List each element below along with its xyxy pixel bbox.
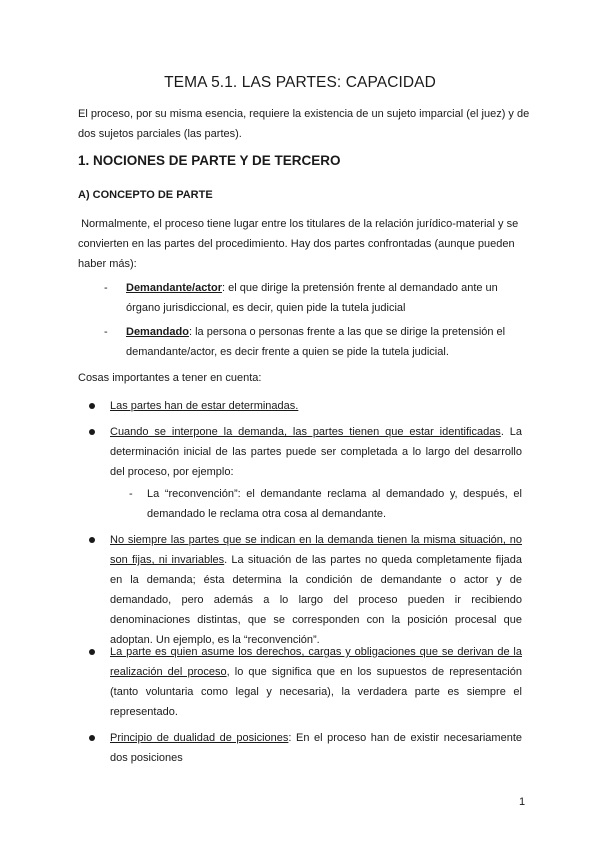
definition-item [126, 322, 524, 362]
page-number: 1 [519, 796, 526, 808]
list-item-underlined: Principio de dualidad de posiciones [110, 732, 289, 744]
list-item [110, 642, 522, 722]
list-intro: Cosas importantes a tener en cuenta: [78, 372, 262, 384]
list-item-text: , lo que significa que en los supuestos de representación (tanto voluntaria como legal y necesaria), la verdadera parte es siempre el representado. [110, 666, 522, 718]
bullet-icon [89, 403, 95, 409]
definition-text: : el que dirige la pretensión frente al demandado ante un órgano jurisdiccional, es decir, quien pide la tutela judicial [126, 282, 498, 314]
concept-paragraph [78, 214, 530, 274]
list-item [110, 396, 522, 416]
list-item-underlined: Las partes han de estar determinadas. [110, 400, 299, 412]
intro-paragraph: El proceso, por su misma esencia, requiere la existencia de un sujeto imparcial (el juez) y de dos sujetos parciales (las partes). [78, 108, 530, 140]
list-item [110, 728, 522, 768]
bullet-icon [89, 429, 95, 435]
list-item-underlined: No siempre las partes que se indican en la demanda tienen la misma situación, no son fijas, ni invariables [110, 534, 522, 566]
subsection-heading: A) CONCEPTO DE PARTE [78, 189, 213, 201]
bullet-icon [89, 537, 95, 543]
definition-term: Demandado [126, 326, 189, 338]
definition-item [126, 278, 524, 318]
definition-text: : la persona o personas frente a las que se dirige la pretensión el demandante/actor, es decir frente a quien se pide la tutela judicial. [126, 326, 506, 358]
list-item-underlined: Cuando se interpone la demanda, las partes tienen que estar identificadas [110, 426, 501, 438]
page-title: TEMA 5.1. LAS PARTES: CAPACIDAD [164, 74, 436, 91]
concept-paragraph-text: Normalmente, el proceso tiene lugar entre los titulares de la relación jurídico-material y se convierten en las partes del procedimiento. Hay dos partes confrontadas (aunque pueden haber más): [78, 218, 519, 270]
list-item [110, 530, 522, 650]
bullet-icon [89, 735, 95, 741]
sub-list-item: La “reconvención”: el demandante reclama al demandado y, después, el demandado le reclama otra cosa al demandante. [147, 488, 522, 520]
list-item-text: . La situación de las partes no queda completamente fijada en la demanda; ésta determina la condición de demandante o actor y de demandado, pero además a lo largo del proceso pueden ir recibiendo denominaciones distintas, que se corresponden con la posición procesal que adoptan. Un ejemplo, es la “reconvención”. [110, 554, 522, 646]
list-item-text: . La determinación inicial de las partes puede ser completada a lo largo del desarrollo del proceso, por ejemplo: [110, 426, 522, 478]
dash-marker: - [104, 326, 108, 338]
dash-marker: - [104, 282, 108, 294]
list-item [110, 422, 522, 482]
definition-term: Demandante/actor [126, 282, 222, 294]
list-item-text: : En el proceso han de existir necesariamente dos posiciones [110, 732, 522, 764]
dash-marker: - [129, 488, 133, 500]
bullet-icon [89, 649, 95, 655]
section-heading: 1. NOCIONES DE PARTE Y DE TERCERO [78, 153, 341, 168]
list-item-underlined: La parte es quien asume los derechos, cargas y obligaciones que se derivan de la realización del proceso [110, 646, 522, 678]
